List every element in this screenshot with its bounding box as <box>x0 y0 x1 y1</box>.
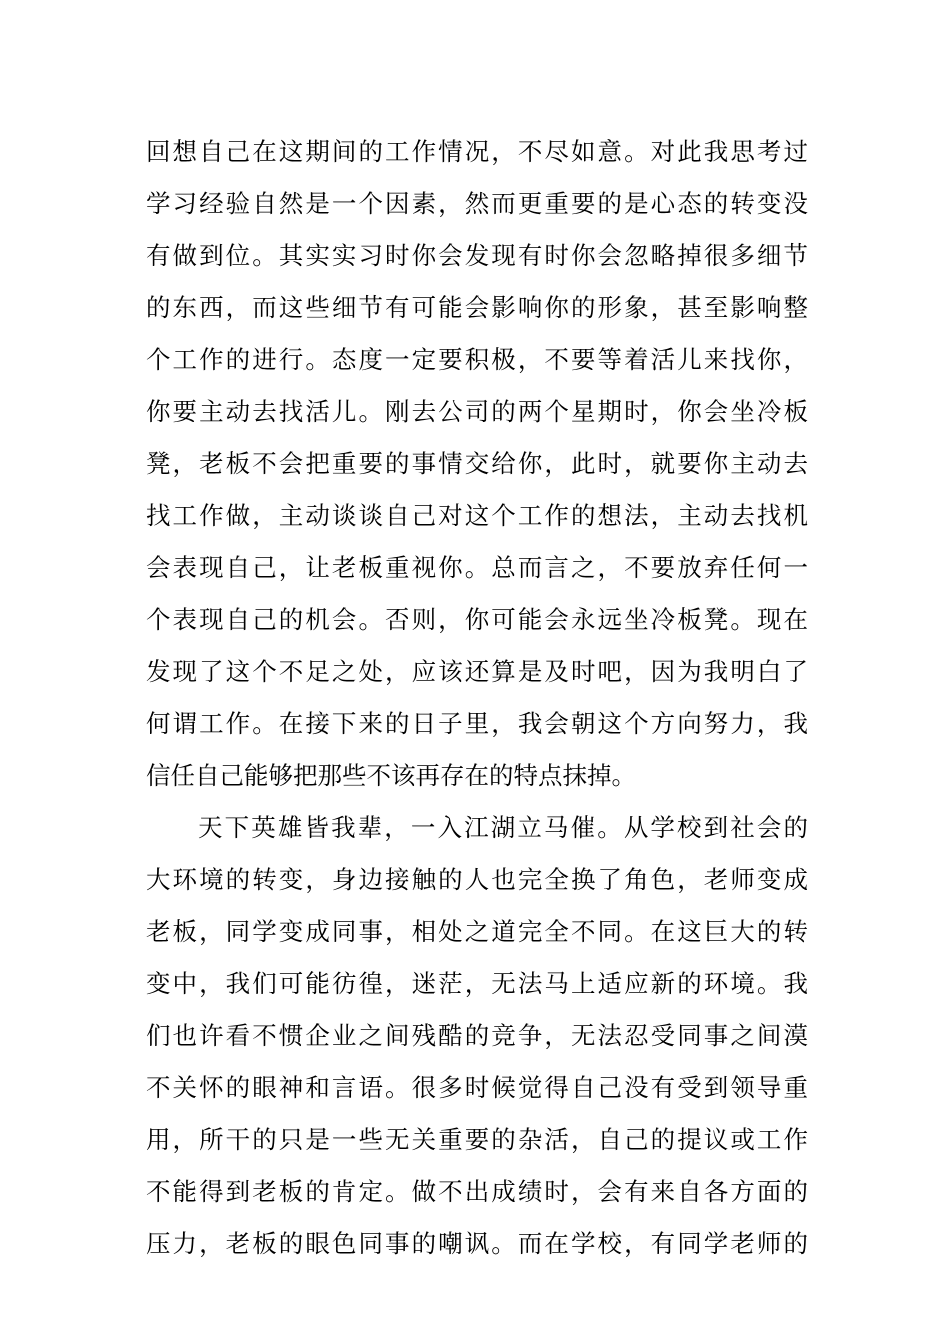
text-line: 学习经验自然是一个因素，然而更重要的是心态的转变没 <box>146 189 808 218</box>
text-line: 回想自己在这期间的工作情况，不尽如意。对此我思考过 <box>146 137 808 166</box>
text-line: 有做到位。其实实习时你会发现有时你会忽略掉很多细节 <box>146 241 808 270</box>
text-line: 发现了这个不足之处，应该还算是及时吧，因为我明白了 <box>146 657 808 686</box>
text-line: 用，所干的只是一些无关重要的杂活，自己的提议或工作 <box>146 1125 808 1154</box>
text-line: 何谓工作。在接下来的日子里，我会朝这个方向努力，我 <box>146 709 808 738</box>
text-line: 的东西，而这些细节有可能会影响你的形象，甚至影响整 <box>146 293 808 322</box>
text-line: 老板，同学变成同事，相处之道完全不同。在这巨大的转 <box>146 917 808 946</box>
text-line: 不关怀的眼神和言语。很多时候觉得自己没有受到领导重 <box>146 1073 808 1102</box>
text-line: 不能得到老板的肯定。做不出成绩时，会有来自各方面的 <box>146 1177 808 1206</box>
text-line: 压力，老板的眼色同事的嘲讽。而在学校，有同学老师的 <box>146 1229 808 1258</box>
text-line: 个工作的进行。态度一定要积极，不要等着活儿来找你， <box>146 345 808 374</box>
paragraph-1 <box>146 126 808 802</box>
text-line: 变中，我们可能彷徨，迷茫，无法马上适应新的环境。我 <box>146 969 808 998</box>
text-line: 找工作做，主动谈谈自己对这个工作的想法，主动去找机 <box>146 501 808 530</box>
text-line: 天下英雄皆我辈，一入江湖立马催。从学校到社会的 <box>198 813 808 842</box>
text-line: 们也许看不惯企业之间残酷的竞争，无法忍受同事之间漠 <box>146 1021 808 1050</box>
text-line: 你要主动去找活儿。刚去公司的两个星期时，你会坐冷板 <box>146 397 808 426</box>
text-line: 会表现自己，让老板重视你。总而言之，不要放弃任何一 <box>146 553 808 582</box>
document-body <box>146 126 808 1270</box>
paragraph-2 <box>146 802 808 1270</box>
text-line: 信任自己能够把那些不该再存在的特点抹掉。 <box>146 761 636 790</box>
text-line: 大环境的转变，身边接触的人也完全换了角色，老师变成 <box>146 865 808 894</box>
text-line: 凳，老板不会把重要的事情交给你，此时，就要你主动去 <box>146 449 808 478</box>
text-line: 个表现自己的机会。否则，你可能会永远坐冷板凳。现在 <box>146 605 808 634</box>
